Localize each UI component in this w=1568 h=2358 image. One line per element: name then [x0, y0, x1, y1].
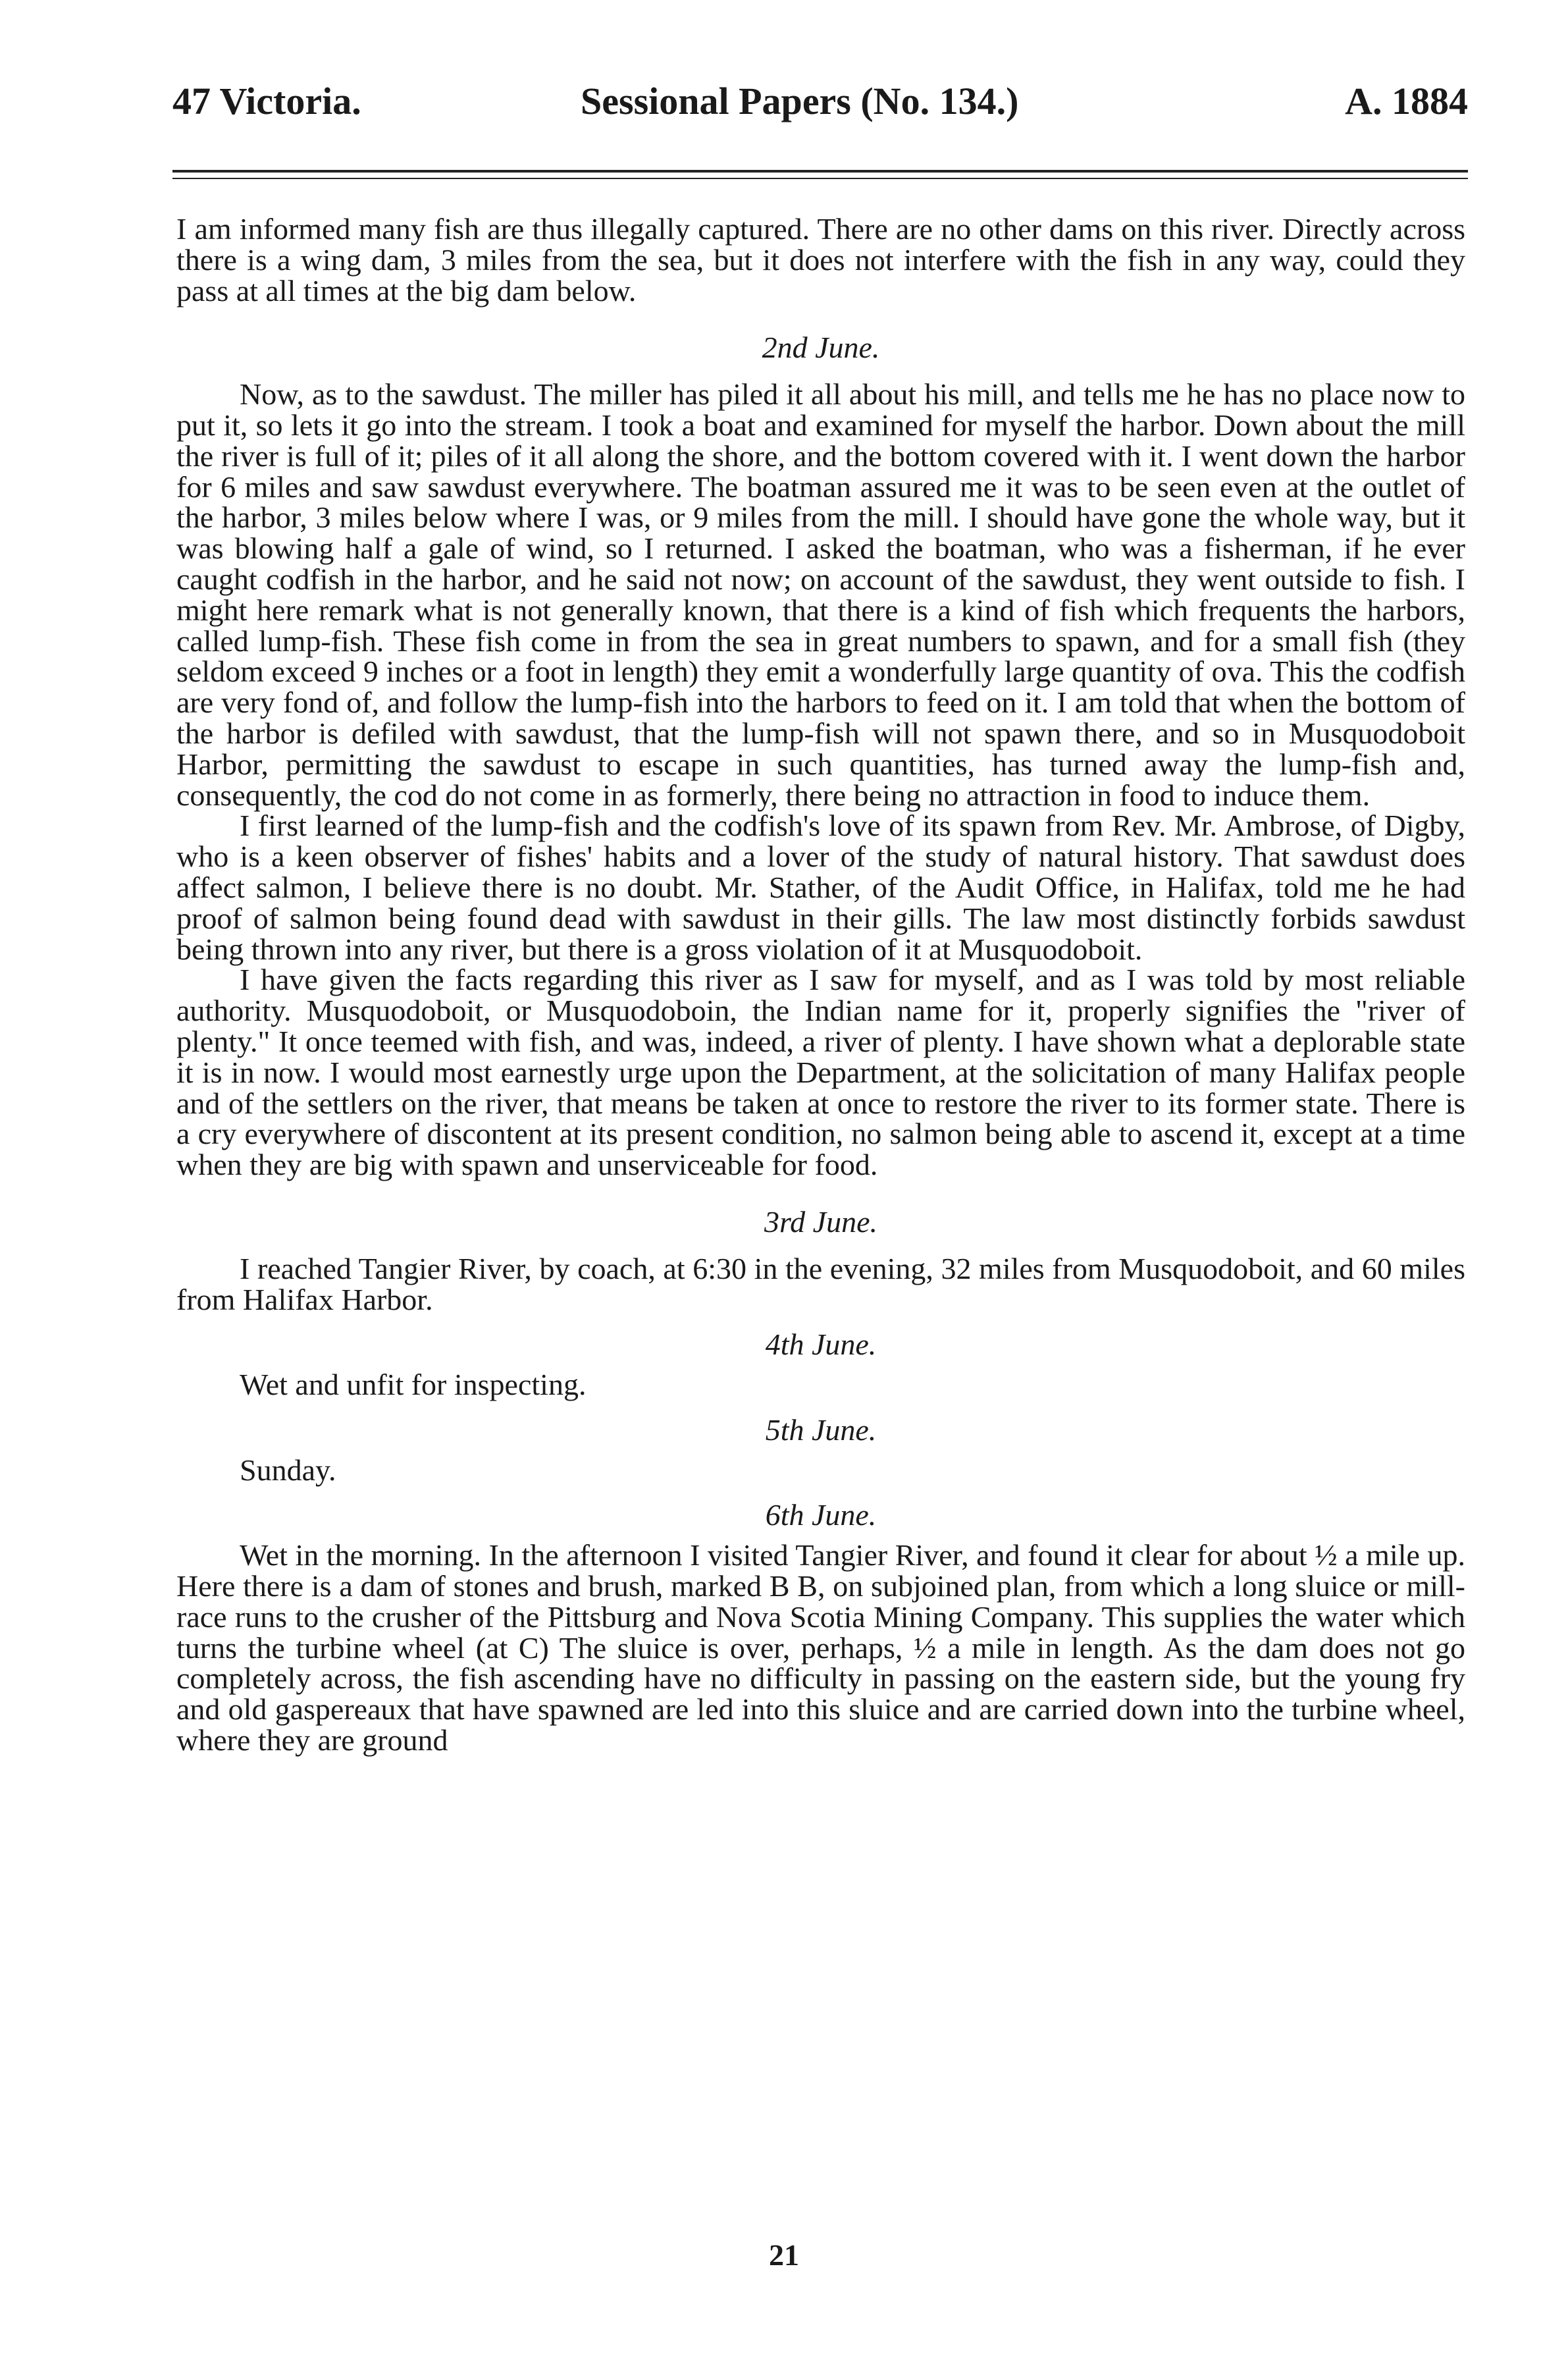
- header-year: A. 1884: [1345, 80, 1468, 122]
- header-rule-thin: [172, 178, 1468, 179]
- page-number: 21: [769, 2238, 799, 2272]
- paragraph: I am informed many fish are thus illegally captured. There are no other dams on this river. Directly across there is a wing dam, 3 miles from the sea, but it does not interfere with the fish in any way, could they pass at all times at the big dam below.: [176, 212, 1465, 308]
- date-heading: 6th June.: [765, 1498, 877, 1532]
- paragraph: I reached Tangier River, by coach, at 6:30 in the evening, 32 miles from Musquodoboit, and 60 miles from Halifax Harbor.: [176, 1251, 1465, 1316]
- paragraph: Wet and unfit for inspecting.: [240, 1368, 587, 1402]
- document-body: [176, 214, 1465, 1756]
- paragraph: Sunday.: [240, 1453, 336, 1487]
- header-volume: 47 Victoria.: [172, 80, 361, 122]
- date-heading: 4th June.: [765, 1327, 877, 1362]
- paragraph: I have given the facts regarding this river as I saw for myself, and as I was told by most reliable authority. Musquodoboit, or Musquodoboin, the Indian name for it, properly signifies the "river of plenty." It once teemed with fish, and was, indeed, a river of plenty. I have shown what a deplorable state it is in now. I would most earnestly urge upon the Department, at the solicitation of many Halifax people and of the settlers on the river, that means be taken at once to restore the river to its former state. There is a cry everywhere of discontent at its present condition, no salmon being able to ascend it, except at a time when they are big with spawn and unserviceable for food.: [176, 963, 1465, 1182]
- header-title: Sessional Papers (No. 134.): [581, 80, 1019, 122]
- header-rule-thick: [172, 170, 1468, 173]
- date-heading: 5th June.: [765, 1412, 877, 1447]
- paragraph: Wet in the morning. In the afternoon I visited Tangier River, and found it clear for about ½ a mile up. Here there is a dam of stones and brush, marked B B, on subjoined plan, from which a long sluice or mill-race runs to the crusher of the Pittsburg and Nova Scotia Mining Company. This supplies the water which turns the turbine wheel (at C) The sluice is over, perhaps, ½ a mile in length. As the dam does not go completely across, the fish ascending have no difficulty in passing on the eastern side, but the young fry and old gaspereaux that have spawned are led into this sluice and are carried down into the turbine wheel, where they are ground: [176, 1538, 1465, 1757]
- date-heading: 3rd June.: [764, 1204, 878, 1239]
- paragraph: I first learned of the lump-fish and the codfish's love of its spawn from Rev. Mr. Ambrose, of Digby, who is a keen observer of fishes' habits and a lover of the study of natural history. That sawdust does affect salmon, I believe there is no doubt. Mr. Stather, of the Audit Office, in Halifax, told me he had proof of salmon being found dead with sawdust in their gills. The law most distinctly forbids sawdust being thrown into any river, but there is a gross violation of it at Musquodoboit.: [176, 809, 1465, 966]
- paragraph: Now, as to the sawdust. The miller has piled it all about his mill, and tells me he has no place now to put it, so lets it go into the stream. I took a boat and examined for myself the harbor. Down about the mill the river is full of it; piles of it all along the shore, and the bottom covered with it. I went down the harbor for 6 miles and saw sawdust everywhere. The boatman assured me it was to be seen even at the outlet of the harbor, 3 miles below where I was, or 9 miles from the mill. I should have gone the whole way, but it was blowing half a gale of wind, so I returned. I asked the boatman, who was a fisherman, if he ever caught codfish in the harbor, and he said not now; on account of the sawdust, they went outside to fish. I might here remark what is not generally known, that there is a kind of fish which frequents the harbors, called lump-fish. These fish come in from the sea in great numbers to spawn, and for a small fish (they seldom exceed 9 inches or a foot in length) they emit a wonderfully large quantity of ova. This the codfish are very fond of, and follow the lump-fish into the harbors to feed on it. I am told that when the bottom of the harbor is defiled with sawdust, that the lump-fish will not spawn there, and so in Musquodoboit Harbor, permitting the sawdust to escape in such quantities, has turned away the lump-fish and, consequently, the cod do not come in as formerly, there being no attraction in food to induce them.: [176, 377, 1465, 812]
- page-header: [172, 79, 1468, 138]
- date-heading: 2nd June.: [762, 331, 880, 365]
